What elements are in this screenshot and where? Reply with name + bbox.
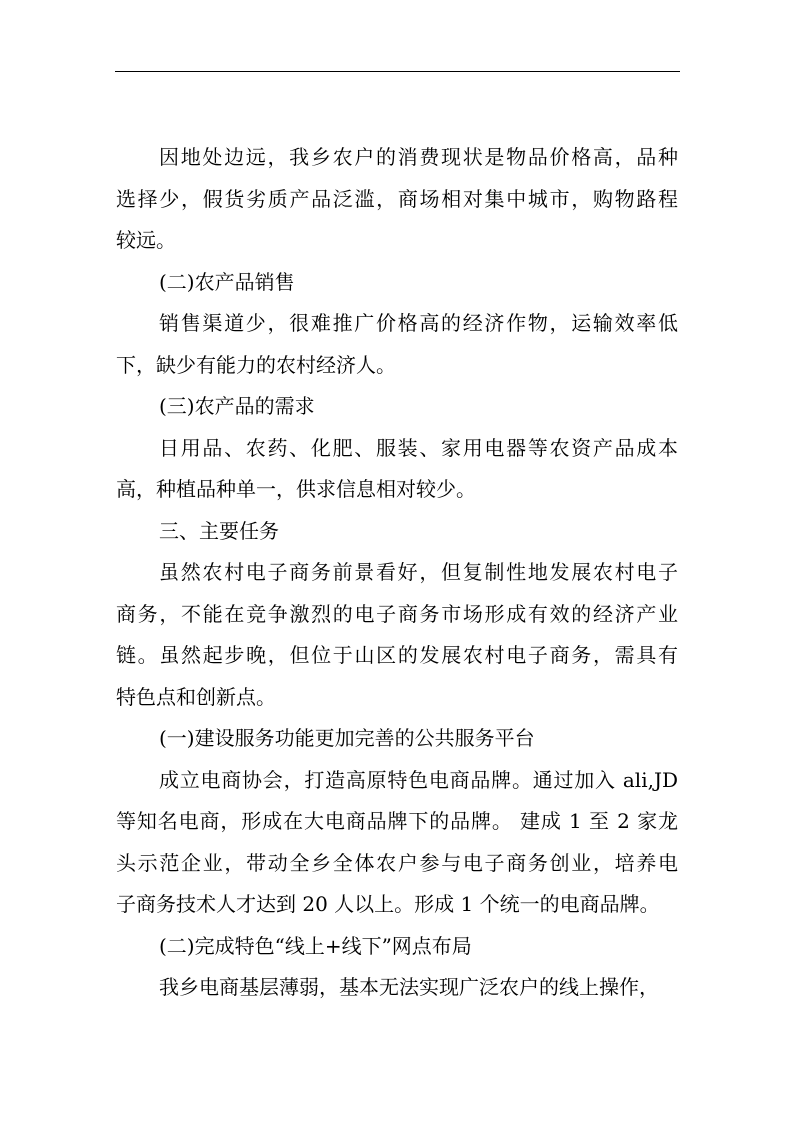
document-body (116, 137, 678, 1009)
header-rule (115, 71, 680, 72)
paragraph-agri-demand (116, 428, 678, 511)
text-line: 我乡电商基层薄弱，基本无法实现广泛农户的线上操作， (159, 975, 659, 999)
heading-service-platform (116, 718, 678, 760)
text-line: 子商务技术人才达到 20 人以上。形成 1 个统一的电商品牌。 (116, 892, 660, 916)
text-line: 选择少，假货劣质产品泛滥，商场相对集中城市，购物路程 (116, 186, 678, 211)
text-line: 日用品、农药、化肥、服装、家用电器等农资产品成本 (159, 435, 678, 460)
text-line: 头示范企业，带动全乡全体农户参与电子商务创业，培养电 (116, 850, 678, 875)
paragraph-consumption-status (116, 137, 678, 262)
text-line: 成立电商协会，打造高原特色电商品牌。通过加入 ali,JD (159, 767, 678, 792)
section-heading: (二)完成特色“线上+线下”网点布局 (159, 933, 472, 958)
paragraph-agri-sales (116, 303, 678, 386)
text-line: 特色点和创新点。 (116, 684, 276, 709)
text-line: 商务，不能在竞争激烈的电子商务市场形成有效的经济产业 (116, 601, 678, 626)
heading-online-offline (116, 926, 678, 968)
paragraph-main-tasks (116, 552, 678, 718)
section-heading: (一)建设服务功能更加完善的公共服务平台 (159, 726, 535, 750)
section-heading: 三、主要任务 (159, 518, 279, 543)
text-line: 高，种植品种单一，供求信息相对较少。 (116, 477, 476, 501)
heading-agri-sales (116, 262, 678, 304)
text-line: 等知名电商，形成在大电商品牌下的品牌。 建成 1 至 2 家龙 (116, 809, 678, 833)
text-line: 虽然农村电子商务前景看好，但复制性地发展农村电子 (159, 560, 678, 584)
section-heading: (三)农产品的需求 (159, 394, 315, 418)
heading-main-tasks (116, 511, 678, 553)
heading-agri-demand (116, 386, 678, 428)
paragraph-service-platform (116, 760, 678, 926)
text-line: 因地处边远，我乡农户的消费现状是物品价格高，品种 (159, 145, 678, 169)
text-line: 链。虽然起步晚，但位于山区的发展农村电子商务，需具有 (116, 643, 678, 667)
text-line: 下，缺少有能力的农村经济人。 (116, 352, 396, 377)
text-line: 销售渠道少，很难推广价格高的经济作物，运输效率低 (159, 311, 678, 335)
paragraph-online-offline (116, 967, 678, 1009)
text-line: 较远。 (116, 228, 176, 252)
section-heading: (二)农产品销售 (159, 269, 295, 294)
